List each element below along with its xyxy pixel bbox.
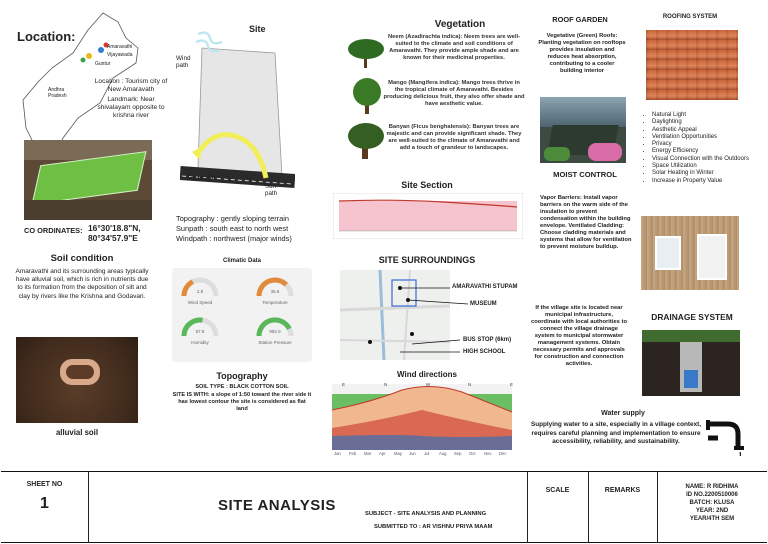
student-batch: BATCH: KLUSA	[689, 500, 735, 506]
map-label-vijayawada: Vijayawada	[107, 52, 133, 58]
student-year: YEAR: 2ND	[695, 508, 729, 514]
location-heading: Location:	[17, 29, 76, 44]
roofing-benefit: • Privacy	[652, 141, 757, 148]
wind-month-label: May	[394, 451, 402, 456]
sheet-title: SITE ANALYSIS	[218, 497, 336, 514]
climate-gauge	[180, 316, 228, 343]
gauge-value: 36.8	[270, 289, 280, 294]
student-name: NAME: R RIDHIMA	[685, 484, 739, 490]
roofing-benefit: • Daylighting	[652, 119, 757, 126]
student-sem: YEAR/4TH SEM	[689, 516, 735, 522]
wind-compass-label: W	[426, 382, 431, 387]
divider	[527, 471, 528, 543]
gauge-label: Wind Speed	[187, 300, 213, 305]
site-aerial-photo	[24, 140, 152, 220]
moist-control-heading: MOIST CONTROL	[553, 170, 617, 179]
roof-garden-text: Vegetative (Green) Roofs: Planting vegetation on rooftops provides insulation and reduces heat absorption, contributing to a cooler building interior	[538, 33, 626, 74]
wind-directions-heading: Wind directions	[397, 370, 457, 379]
location-landmark: Landmark: Near shivalayam opposite to krishna river	[97, 96, 165, 119]
roofing-system-heading: ROOFING SYSTEM	[662, 14, 718, 20]
roofing-benefit: • Aesthetic Appeal	[652, 127, 757, 134]
soil-text: Amaravathi and its surrounding areas typically have alluvial soil, which is rich in nutrients due to its formation from the deposition of silt and clay by rivers like the Krishna and Godavari.	[15, 268, 149, 300]
roofing-benefit: • Space Utilization	[652, 163, 757, 170]
gauge-value: 57.8	[195, 329, 205, 334]
topography-text: SITE IS WITH: a slope of 1:50 toward the river side it has lowest contour the site is considered as flat land	[172, 392, 312, 412]
subject: SUBJECT - SITE ANALYSIS AND PLANNING	[365, 511, 487, 517]
vegetation-neem-text: Neem (Azadirachta indica): Neem trees are well-suited to the climate and soil conditions of Amaravathi. They provide ample shade and are known for their medicinal properties.	[387, 34, 521, 61]
water-supply-text: Supplying water to a site, especially in a village context, requires careful planning and implementation to ensure accessibility, reliability, and sustainability.	[530, 421, 702, 446]
climate-heading: Climatic Data	[222, 258, 261, 264]
pipe-icon	[704, 416, 746, 456]
map-label-guntur: Guntur	[95, 61, 111, 67]
drainage-heading: DRAINAGE SYSTEM	[651, 312, 733, 322]
banyan-tree-icon	[346, 120, 386, 160]
neem-tree-icon	[346, 33, 386, 69]
site-sunpath: Sunpath : south east to north west	[176, 224, 289, 233]
soil-heading: Soil condition	[50, 253, 114, 264]
roofing-benefit: • Energy Efficiency	[652, 148, 757, 155]
roofing-benefit: • Solar Heating in Winter	[652, 170, 757, 177]
wind-month-label: Nov	[484, 451, 492, 456]
alluvial-soil-caption: alluvial soil	[55, 428, 99, 437]
label-amaravathi-stupam: AMARAVATHI STUPAM	[452, 284, 518, 290]
map-label-state: Andhra Pradesh	[48, 87, 67, 99]
wind-month-label: Mar	[364, 451, 372, 456]
water-supply-heading: Water supply	[601, 410, 645, 417]
wind-month-label: Jun	[409, 451, 416, 456]
wind-month-label: Feb	[349, 451, 357, 456]
wind-path-label: Wind path	[176, 55, 191, 70]
wind-month-label: Jul	[424, 451, 430, 456]
sheet-no-label: SHEET NO	[26, 481, 63, 488]
sun-path-label: Sun path	[265, 183, 278, 198]
surroundings-heading: SITE SURROUNDINGS	[378, 255, 476, 265]
divider	[588, 471, 589, 543]
roofing-benefits-list	[642, 112, 757, 185]
site-heading: Site	[249, 24, 266, 34]
student-id: ID NO.2200510006	[686, 492, 738, 498]
drainage-system-diagram	[642, 330, 740, 396]
vegetation-banyan-text: Banyan (Ficus benghalensis): Banyan trees are majestic and can provide significant shade. They are well-suited to the climate of Amaravathi and add a touch of grandeur to landscapes.	[386, 124, 522, 151]
drainage-text: If the village site is located near municipal infrastructure, coordinate with local authorities to connect the village drainage system to municipal stormwater management systems. Obtain necessary permits and approvals for construction and connection activities.	[531, 305, 627, 367]
remarks-label: REMARKS	[604, 487, 641, 494]
title-block	[1, 471, 767, 543]
climate-gauge	[180, 276, 228, 303]
map-label-amaravathi: Amaravathi	[107, 44, 133, 50]
divider	[88, 471, 89, 543]
gauge-value: 2.9	[196, 289, 204, 294]
coords-value: 16°30'18.8"N, 80°34'57.9"E	[88, 223, 141, 243]
surroundings-leader-lines	[400, 280, 470, 360]
wind-month-label: Dec	[499, 451, 507, 456]
wind-compass-label: E	[510, 382, 514, 387]
gauge-label: Temperature	[262, 300, 288, 305]
climate-gauge	[255, 276, 303, 303]
wind-compass-label: N	[384, 382, 388, 387]
topography-heading: Topography	[216, 371, 268, 381]
wind-month-label: Oct	[469, 451, 476, 456]
vegetation-mango-text: Mango (Mangifera indica): Mango trees thrive in the tropical climate of Amaravathi. Besides producing delicious fruit, they also offer shade and have aesthetic value.	[383, 80, 525, 107]
wind-compass-label: N	[468, 382, 472, 387]
topography-soil-type: SOIL TYPE : BLACK COTTON SOIL	[195, 384, 289, 390]
site-windpath: Windpath : northwest (major winds)	[176, 234, 292, 243]
vegetation-heading: Vegetation	[434, 19, 486, 30]
wind-month-label: Sep	[454, 451, 462, 456]
wind-direction-chart	[322, 380, 522, 460]
location-description: Location : Tourism city of New Amaravath	[94, 78, 168, 93]
submitted-to: SUBMITTED TO : AR VISHNU PRIYA MAAM	[374, 524, 493, 530]
mango-tree-icon	[350, 76, 384, 114]
site-section-graph	[333, 193, 523, 239]
moist-control-text: Vapor Barriers: Install vapor barriers on the warm side of the insulation to prevent condensation within the building envelope. Ventilated Cladding: Choose cladding materials and systems that allow for ventilation to prevent moisture buildup.	[540, 195, 632, 250]
wind-month-label: Jan	[334, 451, 341, 456]
coords-label: CO ORDINATES:	[24, 226, 83, 235]
scale-label: SCALE	[545, 487, 570, 494]
wind-month-label: Aug	[439, 451, 447, 456]
road-label: 5m ROAD	[187, 175, 216, 182]
gauge-label: Humidity	[191, 340, 209, 345]
site-topography: Topography : gently sloping terrain	[176, 214, 289, 223]
gauge-label: Station Pressure	[258, 340, 292, 345]
roof-garden-heading: ROOF GARDEN	[552, 15, 608, 24]
gauge-value: 982.9	[269, 329, 281, 334]
label-bus-stop: BUS STOP (6km)	[463, 337, 512, 343]
roofing-benefit: • Increase in Property Value	[652, 178, 757, 185]
roofing-benefit: • Visual Connection with the Outdoors	[652, 156, 757, 163]
wind-compass-label: E	[342, 382, 346, 387]
wind-month-label: Apr	[379, 451, 386, 456]
cladding-house-photo	[641, 216, 739, 290]
label-high-school: HIGH SCHOOL	[463, 349, 506, 355]
roofing-benefit: • Natural Light	[652, 112, 757, 119]
site-section-heading: Site Section	[401, 180, 453, 190]
label-museum: MUSEUM	[470, 301, 497, 307]
student-details	[657, 483, 767, 523]
roof-garden-photo	[540, 97, 626, 163]
alluvial-soil-photo	[16, 337, 138, 423]
roofing-benefit: • Ventilation Opportunities	[652, 134, 757, 141]
climate-gauge	[255, 316, 303, 343]
roof-tiles-photo	[646, 30, 738, 100]
sheet-number: 1	[40, 495, 49, 512]
